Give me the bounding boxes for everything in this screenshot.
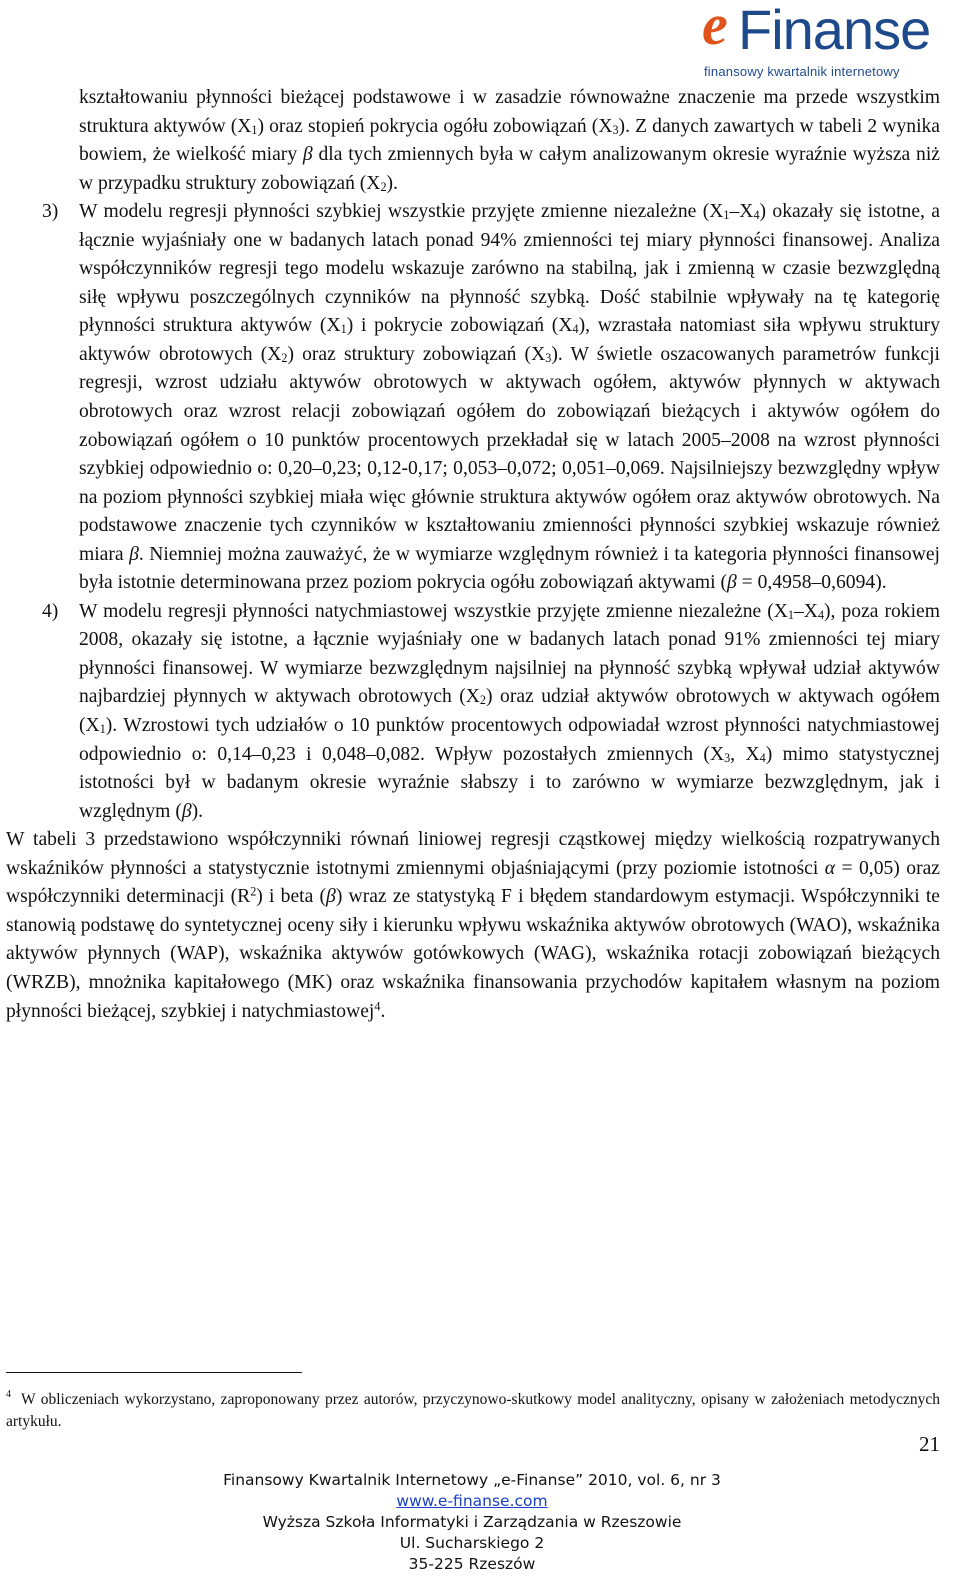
list-item-3: 3) W modelu regresji płynności szybkiej wszystkie przyjęte zmienne niezależne $(X_1-X_4)$ okazały się istotne, a łącznie wyjaśniały one w badanych latach ponad 94% zmienności tej miary płynności finansowej. Analiza współczynników regresji tego modelu wskazuje zarówno na stabilną, jak i zmienną w czasie bezwzględną siłę wpływu poszczególnych czynników na płynność szybką. Dość stabilnie wpływały na tę kategorię płynności struktura aktywów $(X_1)$ i pokrycie zobowiązań $(X_4)$, wzrastała natomiast siła wpływu struktury aktywów obrotowych $(X_2)$ oraz struktury zobowiązań $(X_3)$. W świetle oszacowanych parametrów funkcji regresji, wzrost udziału aktywów obrotowych w aktywach ogółem, aktywów płynnych w aktywach obrotowych oraz wzrost relacji zobowiązań ogółem do zobowiązań bieżących i aktywów ogółem do zobowiązań ogółem o 10 punktów procentowych przekładał się w latach 2005–2008 na wzrost płynności szybkiej odpowiednio o: 0,20–0,23; 0,12-0,17; 0,053–0,072; 0,051–0,069. Najsilniejszy bezwzględny wpływ na poziom płynności szybkiej miała więc głównie struktura aktywów ogółem oraz aktywów obrotowych. Na podstawowe znaczenie tych czynników w kształtowaniu zmienności płynności szybkiej wskazuje również miara β. Niemniej można zauważyć, że w wymiarze względnym również i ta kategoria płynności finansowej była istotnie determinowana przez poziom pokrycia ogółu zobowiązań aktywami (β = 0,4958–0,6094). (6, 198, 940, 598)
page-number: 21 (919, 1432, 940, 1456)
footnote-reference[interactable]: 4 (374, 998, 381, 1013)
footer-website-link[interactable]: www.e-finanse.com (396, 1492, 548, 1510)
page-footer (0, 1470, 944, 1575)
logo-brand-name: Finanse (738, 0, 931, 61)
footer-journal: Finansowy Kwartalnik Internetowy „e-Finanse” 2010, vol. 6, nr 3 (223, 1471, 721, 1489)
footer-street: Ul. Sucharskiego 2 (399, 1534, 545, 1552)
journal-logo (702, 2, 952, 80)
paragraph-table-3: W tabeli 3 przedstawiono współczynniki równań liniowej regresji cząstkowej między wielkością rozpatrywanych wskaźników płynności a statystycznie istotnymi zmiennymi objaśniającymi (przy poziomie istotności α = 0,05) oraz współczynniki determinacji $(R^2)$ i beta (β) wraz ze statystyką F i błędem standardowym estymacji. Współczynniki te stanowią podstawę do syntetycznej oceny siły i kierunku wpływu wskaźnika aktywów obrotowych (WAO), wskaźnika aktywów płynnych (WAP), wskaźnika aktywów gotówkowych (WAG), wskaźnika rotacji zobowiązań bieżących (WRZB), mnożnika kapitałowego (MK) oraz wskaźnika finansowania przychodów kapitałem własnym na poziom płynności bieżącej, szybkiej i natychmiastowej$^4$. (6, 829, 940, 1022)
footnote (6, 1384, 940, 1433)
footer-city: 35-225 Rzeszów (408, 1555, 536, 1573)
article-body (6, 84, 940, 1026)
list-number: 3) (42, 201, 59, 223)
logo-tagline: finansowy kwartalnik internetowy (704, 64, 900, 79)
list-item-4: 4) W modelu regresji płynności natychmiastowej wszystkie przyjęte zmienne niezależne $(X_1-X_4)$, poza rokiem 2008, okazały się istotne, a łącznie wyjaśniały one w badanych latach ponad 91% zmienności tej miary płynności finansowej. W wymiarze bezwzględnym najsilniej na płynność szybką wpływał udział aktywów najbardziej płynnych w aktywach obrotowych $(X_2)$ oraz udział aktywów obrotowych w aktywach ogółem $(X_1)$. Wzrostowi tych udziałów o 10 punktów procentowych odpowiadał wzrost płynności natychmiastowej odpowiednio o: 0,14–0,23 i 0,048–0,082. Wpływ pozostałych zmiennych ($X_3$, $X_4$) mimo statystycznej istotności był w badanym okresie wyraźnie słabszy i to zarówno w wymiarze bezwzględnym, jak i względnym (β). (6, 598, 940, 826)
footnote-separator (6, 1372, 302, 1373)
footer-school: Wyższa Szkoła Informatyki i Zarządzania w Rzeszowie (262, 1513, 682, 1531)
paragraph-continuation: kształtowaniu płynności bieżącej podstawowe i w zasadzie równoważne znaczenie ma przede wszystkim struktura aktywów $(X_1)$ oraz stopień pokrycia ogółu zobowiązań $(X_3)$. Z danych zawartych w tabeli 2 wynika bowiem, że wielkość miary β dla tych zmiennych była w całym analizowanym okresie wyraźnie wyższa niż w przypadku struktury zobowiązań $(X_2)$. (79, 87, 941, 194)
footnote-mark: 4 (6, 1389, 11, 1400)
logo-e-mark: e (702, 0, 728, 57)
list-number: 4) (42, 600, 59, 622)
footnote-text: W obliczeniach wykorzystano, zaproponowany przez autorów, przyczynowo-skutkowy model analityczny, opisany w założeniach metodycznych artykułu. (6, 1391, 940, 1430)
